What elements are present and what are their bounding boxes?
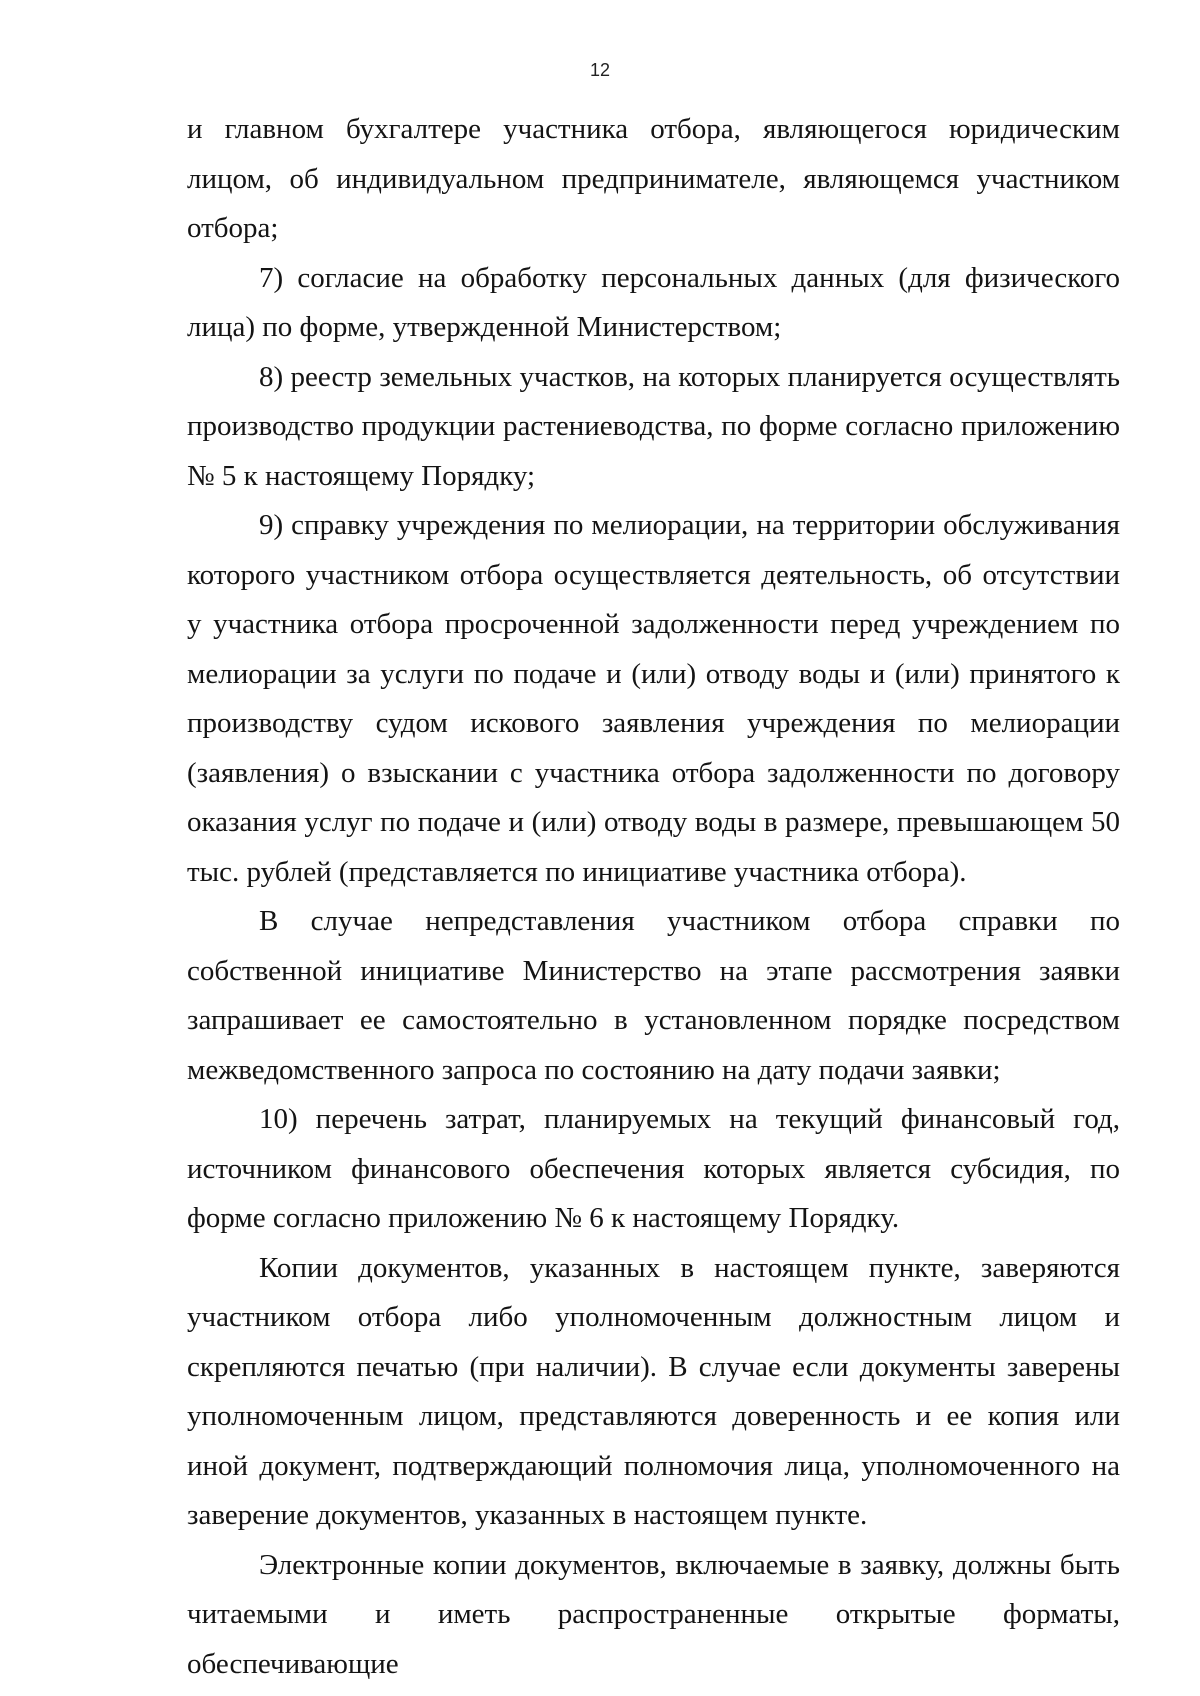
paragraph-item-8: 8) реестр земельных участков, на которых планируется осуществлять производство продукции растениеводства, по форме согласно приложению № 5 к настоящему Порядку; [187,360,1120,492]
paragraph-non-submission: В случае непредставления участником отбора справки по собственной инициативе Министерство на этапе рассмотрения заявки запрашивает ее самостоятельно в установленном порядке посредством межведомственного запроса по состоянию на дату подачи заявки; [187,905,1120,1086]
document-body [187,105,1120,1689]
paragraph-item-9: 9) справку учреждения по мелиорации, на территории обслуживания которого участником отбора осуществляется деятельность, об отсутствии у участника отбора просроченной задолженности перед учреждением по мелиорации за услуги по подаче и (или) отводу воды и (или) принятого к производству судом искового заявления учреждения по мелиорации (заявления) о взыскании с участника отбора задолженности по договору оказания услуг по подаче и (или) отводу воды в размере, превышающем 50 тыс. рублей (представляется по инициативе участника отбора). [187,509,1120,888]
paragraph-continuation: и главном бухгалтере участника отбора, являющегося юридическим лицом, об индивидуальном предпринимателе, являющемся участником отбора; [187,113,1120,244]
paragraph-copies: Копии документов, указанных в настоящем пункте, заверяются участником отбора либо уполномоченным должностным лицом и скрепляются печатью (при наличии). В случае если документы заверены уполномоченным лицом, представляются доверенность и ее копия или иной документ, подтверждающий полномочия лица, уполномоченного на заверение документов, указанных в настоящем пункте. [187,1251,1120,1531]
paragraph-electronic-copies: Электронные копии документов, включаемые в заявку, должны быть читаемыми и иметь распространенные открытые форматы, обеспечивающие [187,1548,1120,1680]
page-number: 12 [589,60,611,80]
paragraph-item-10: 10) перечень затрат, планируемых на текущий финансовый год, источником финансового обеспечения которых является субсидия, по форме согласно приложению № 6 к настоящему Порядку. [187,1103,1120,1234]
paragraph-item-7: 7) согласие на обработку персональных данных (для физического лица) по форме, утвержденной Министерством; [187,261,1120,343]
